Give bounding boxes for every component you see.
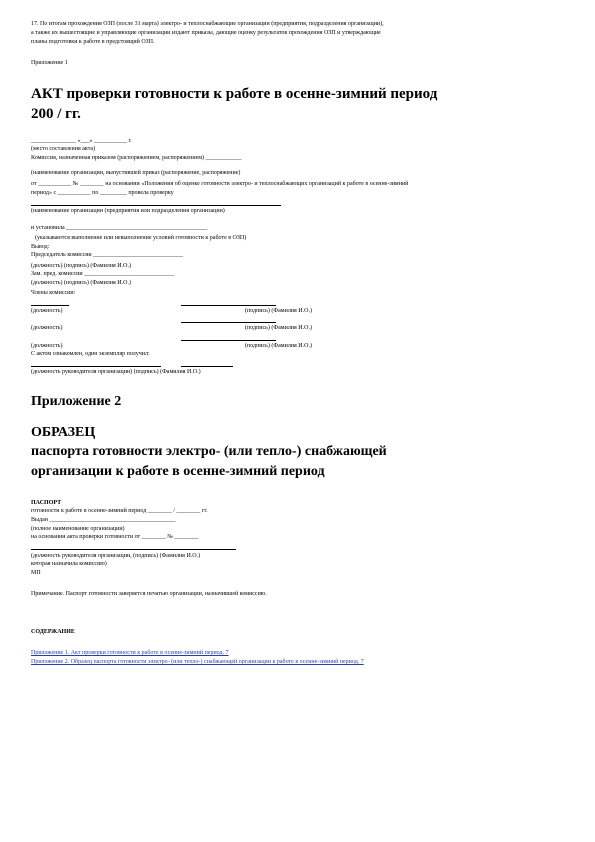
chairman-line: Председатель комиссии ______________________________	[31, 252, 184, 258]
org-underline	[31, 205, 281, 206]
passport-signature-underline	[31, 549, 236, 550]
act-title-line-2: 200 / гг.	[31, 106, 81, 122]
conclusion-label: Вывод:	[31, 244, 50, 250]
member-1-position-line	[31, 305, 69, 306]
member-3-signature: (подпись) (Фамилия И.О.)	[245, 343, 312, 349]
passport-issued-line: Выдан __________________________________________	[31, 517, 176, 523]
member-1-position: (должность)	[31, 308, 63, 314]
members-label: Члены комиссии:	[31, 290, 76, 296]
from-line: от ___________ № ________ на основании «Положения об оценке готовности электро- и теплоснабжающих организаций к работе в осенне-зимний	[31, 181, 409, 187]
head-signature-line	[181, 366, 233, 367]
member-1-signature-line	[181, 305, 276, 306]
member-3-signature-line	[181, 340, 276, 341]
intro-line-2: а также их вышестоящие и управляющие организации издают приказы, дающие оценку результатов прохождения ОЗП и утверждающие	[31, 30, 381, 36]
passport-signature-note-2: которая назначила комиссию)	[31, 561, 107, 567]
conditions-note: (указываются выполнение или невыполнение условий готовности к работе в ОЗП)	[35, 235, 247, 241]
chairman-signature-note: (должность) (подпись) (Фамилия И.О.)	[31, 263, 131, 269]
deputy-line: Зам. пред. комиссии ______________________________	[31, 271, 175, 277]
member-2-signature: (подпись) (Фамилия И.О.)	[245, 325, 312, 331]
passport-heading: ПАСПОРТ	[31, 500, 62, 506]
appendix-1-label: Приложение 1	[31, 60, 68, 66]
passport-title-line-1: ОБРАЗЕЦ	[31, 425, 96, 440]
appendix-2-label: Приложение 2	[31, 394, 122, 409]
act-date-line: _______________ «___» ___________ г.	[31, 138, 132, 144]
act-title-line-1: АКТ проверки готовности к работе в осенне-зимний период	[31, 86, 438, 102]
passport-org-note: (полное наименование организации)	[31, 526, 125, 532]
place-note: (место составления акта)	[31, 146, 96, 152]
head-position-line	[31, 366, 161, 367]
org-note-1: (наименование организации, выпустившей приказ (распоряжение, распоряжение)	[31, 170, 241, 176]
deputy-signature-note: (должность) (подпись) (Фамилия И.О.)	[31, 280, 131, 286]
org-note-2: (наименование организации (предприятия или подразделения организации)	[31, 208, 225, 214]
acquainted-line: С актом ознакомлен, один экземпляр получил:	[31, 351, 150, 357]
passport-signature-note: (должность руководителя организации, (подпись) (Фамилия И.О.)	[31, 553, 201, 559]
passport-line-1: готовности к работе в осенне-зимний период ________ / ________ гг.	[31, 508, 208, 514]
member-3-position: (должность)	[31, 343, 63, 349]
toc-link-appendix-1[interactable]: Приложение 1. Акт проверки готовности к работе в осенне-зимний период. 7	[31, 650, 229, 656]
passport-title-line-2: паспорта готовности электро- (или тепло-) снабжающей	[31, 444, 387, 459]
toc-heading: СОДЕРЖАНИЕ	[31, 629, 75, 635]
established-line: и установила _______________________________________________	[31, 225, 208, 231]
intro-line-3: планы подготовки к работе в предстоящий ОЗП.	[31, 39, 155, 45]
toc-link-appendix-2[interactable]: Приложение 2. Образец паспорта готовности электро- (или тепло-) снабжающей организации к работе в осенне-зимний период. 7	[31, 659, 364, 665]
passport-basis-line: на основании акта проверки готовности от ________ № ________	[31, 534, 199, 540]
stamp-placeholder: МП	[31, 570, 41, 576]
member-2-signature-line	[181, 322, 276, 323]
member-1-signature: (подпись) (Фамилия И.О.)	[245, 308, 312, 314]
head-signature-note: (должность руководителя организации) (подпись) (Фамилия И.О.)	[31, 369, 201, 375]
commission-line: Комиссия, назначенная приказом (распоряжением, распоряжением) ____________	[31, 155, 242, 161]
passport-title-line-3: организации к работе в осенне-зимний период	[31, 464, 325, 479]
period-line: период» с ___________ по _________ провела проверку	[31, 190, 174, 196]
member-2-position: (должность)	[31, 325, 63, 331]
passport-note: Примечание. Паспорт готовности заверяется печатью организации, назначившей комиссию.	[31, 591, 267, 597]
intro-line-1: 17. По итогам прохождения ОЗП (после 31 марта) электро- и теплоснабжающие организации (предприятия, подразделения организации),	[31, 21, 384, 27]
